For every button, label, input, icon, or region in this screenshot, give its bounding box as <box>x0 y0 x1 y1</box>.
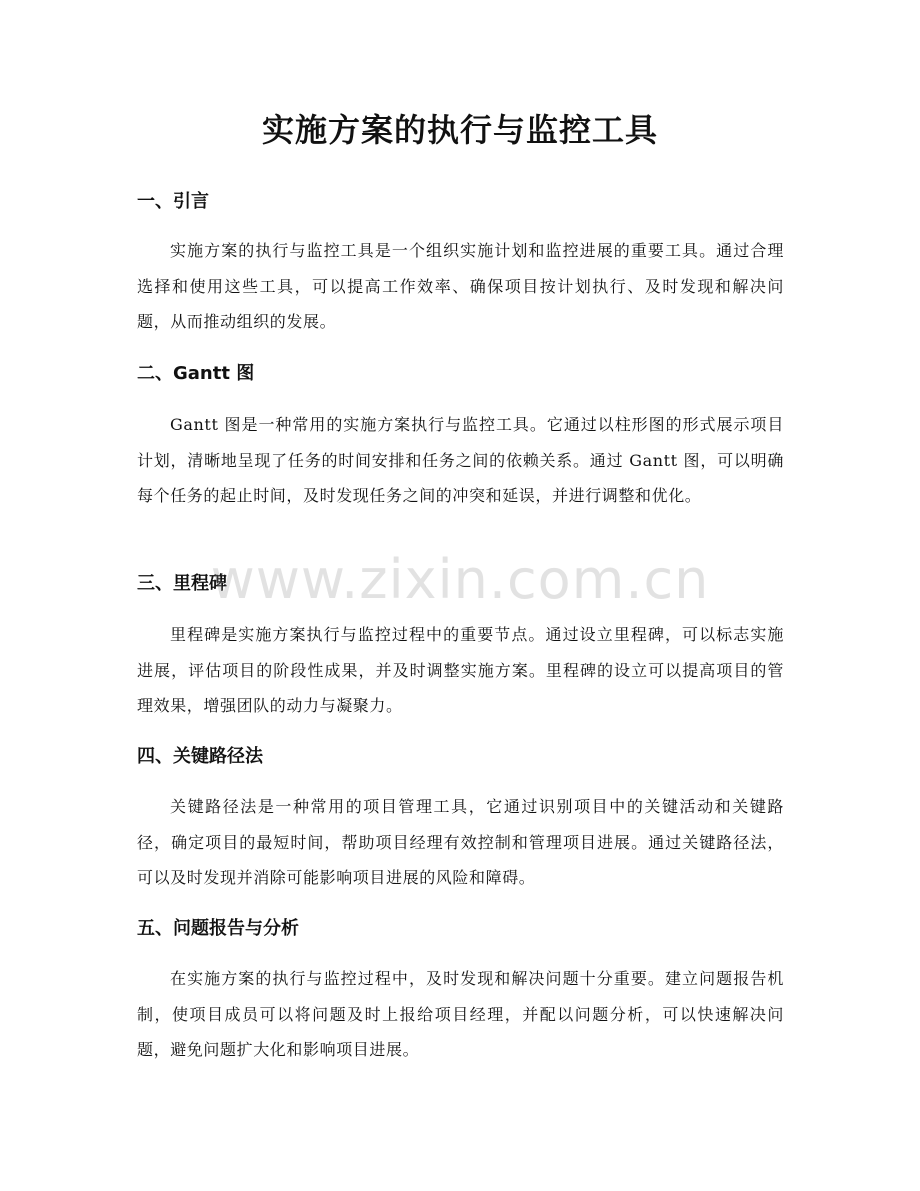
section-paragraph-critical-path: 关键路径法是一种常用的项目管理工具，它通过识别项目中的关键活动和关键路径，确定项目的最短时间，帮助项目经理有效控制和管理项目进展。通过关键路径法，可以及时发现并消除可能影响项目进展的风险和障碍。 <box>137 797 784 887</box>
section-heading-issue-report: 五、问题报告与分析 <box>137 918 299 939</box>
section-paragraph-milestone: 里程碑是实施方案执行与监控过程中的重要节点。通过设立里程碑，可以标志实施进展，评估项目的阶段性成果，并及时调整实施方案。里程碑的设立可以提高项目的管理效果，增强团队的动力与凝聚力。 <box>137 625 784 715</box>
section-heading-gantt: 二、Gantt 图 <box>137 363 255 384</box>
document-title: 实施方案的执行与监控工具 <box>261 111 658 149</box>
section-heading-milestone: 三、里程碑 <box>137 573 227 594</box>
section-paragraph-issue-report: 在实施方案的执行与监控过程中，及时发现和解决问题十分重要。建立问题报告机制，使项目成员可以将问题及时上报给项目经理，并配以问题分析，可以快速解决问题，避免问题扩大化和影响项目进展。 <box>137 969 784 1059</box>
section-heading-intro: 一、引言 <box>137 191 209 212</box>
section-paragraph-gantt: Gantt 图是一种常用的实施方案执行与监控工具。它通过以柱形图的形式展示项目计划，清晰地呈现了任务的时间安排和任务之间的依赖关系。通过 Gantt 图，可以明确每个任务的起止时间，及时发现任务之间的冲突和延误，并进行调整和优化。 <box>137 415 784 505</box>
watermark: www.zixin.com.cn <box>210 548 710 611</box>
section-heading-critical-path: 四、关键路径法 <box>137 746 263 767</box>
section-paragraph-intro: 实施方案的执行与监控工具是一个组织实施计划和监控进展的重要工具。通过合理选择和使用这些工具，可以提高工作效率、确保项目按计划执行、及时发现和解决问题，从而推动组织的发展。 <box>137 241 784 331</box>
